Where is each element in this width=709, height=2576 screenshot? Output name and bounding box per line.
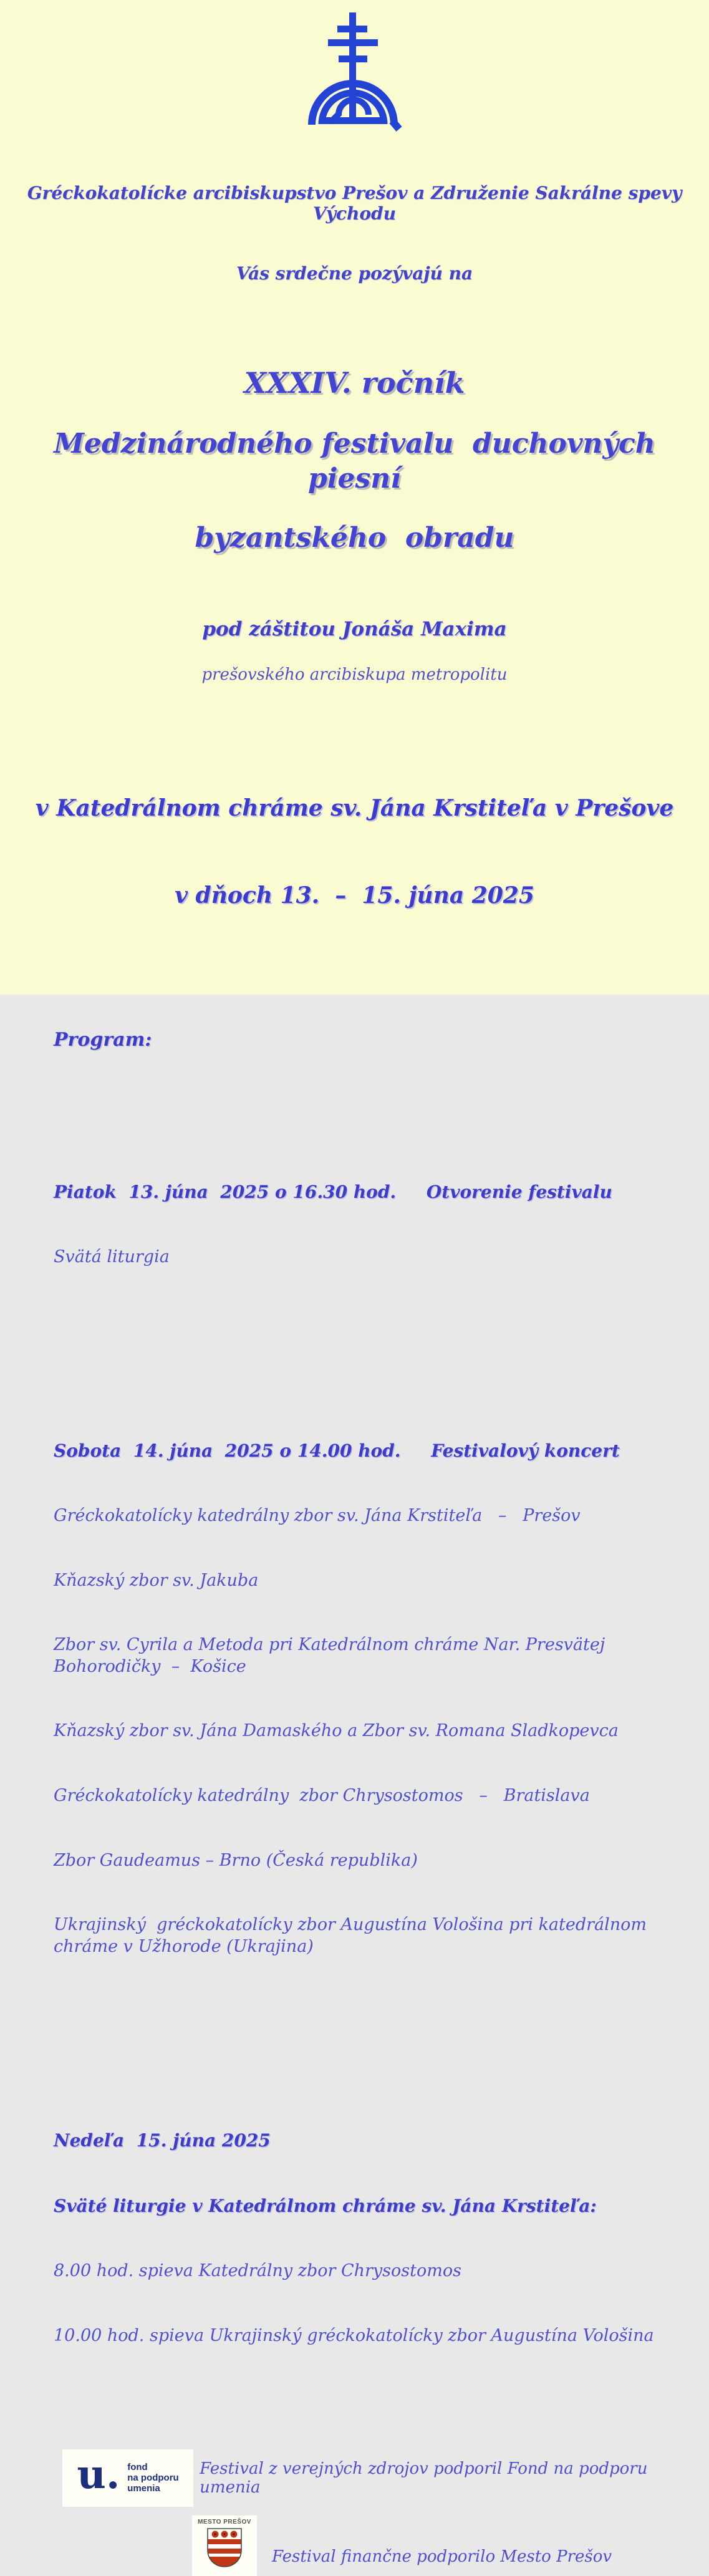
saturday-heading: Sobota 14. júna 2025 o 14.00 hod. Festivalový koncert [54, 1440, 620, 1462]
sunday-item: 10.00 hod. spieva Ukrajinský gréckokatolícky zbor Augustína Vološina [54, 2325, 654, 2345]
invite-line: Vás srdečne pozývajú na [236, 263, 473, 284]
patron-name: pod záštitou Jonáša Maxima [202, 618, 507, 641]
venue-line: v Katedrálnom chráme sv. Jána Krstiteľa v Prešove [35, 794, 674, 821]
sponsor-fpu-row [0, 2449, 709, 2507]
venue-dates [0, 735, 709, 968]
invitation-header [0, 143, 709, 324]
program-sunday [54, 2086, 678, 2390]
fpu-support-caption: Festival z verejných zdrojov podporil Fond na podporu umenia [200, 2459, 648, 2497]
program-section [0, 985, 709, 2433]
friday-item: Svätá liturgia [54, 1247, 170, 1266]
sunday-heading: Nedeľa 15. júna 2025 [54, 2130, 271, 2151]
sponsor-presov-row [0, 2516, 709, 2576]
title-edition: XXXIV. ročník [244, 366, 465, 400]
fpu-word-line: fond [127, 2461, 148, 2472]
fond-na-podporu-umenia-logo [62, 2449, 193, 2507]
title-rite: byzantského obradu [195, 522, 514, 554]
fpu-wordmark [127, 2462, 179, 2494]
friday-heading: Piatok 13. júna 2025 o 16.30 hod. Otvorenie festivalu [54, 1181, 612, 1202]
sunday-subheading: Sväté liturgie v Katedrálnom chráme sv. Jána Krstiteľa: [54, 2196, 597, 2217]
patron-role: prešovského arcibiskupa metropolitu [201, 665, 508, 685]
program-saturday [54, 1397, 678, 2001]
title-name: Medzinárodného festivalu duchovných piesní [54, 428, 675, 494]
presov-coat-of-arms-icon [206, 2527, 243, 2569]
choir-line: Gréckokatolícky katedrálny zbor Chrysostomos – Bratislava [54, 1786, 590, 1806]
fpu-word-line: umenia [127, 2483, 160, 2494]
presov-logo-title: MESTO PREŠOV [198, 2518, 251, 2525]
dates-line: v dňoch 13. – 15. júna 2025 [175, 882, 534, 909]
fpu-u-mark: u. [77, 2451, 120, 2498]
choir-line: Kňazský zbor sv. Jána Damaského a Zbor sv. Romana Sladkopevca [54, 1721, 619, 1741]
choir-line: Zbor sv. Cyrila a Metoda pri Katedrálnom chráme Nar. Presvätej Bohorodičky – Košice [54, 1635, 610, 1676]
program-friday [54, 1138, 678, 1311]
sunday-item: 8.00 hod. spieva Katedrálny zbor Chrysostomos [54, 2261, 461, 2281]
choir-line: Zbor Gaudeamus – Brno (Česká republika) [54, 1850, 418, 1870]
program-heading: Program: [54, 1028, 152, 1051]
choir-line: Gréckokatolícky katedrálny zbor sv. Jána Krstiteľa – Prešov [54, 1506, 581, 1526]
festival-title [0, 340, 709, 581]
patronage [0, 594, 709, 708]
logo-container [0, 0, 709, 135]
byzantine-cross-over-dome-icon [307, 10, 402, 132]
presov-support-caption: Festival finančne podporilo Mesto Prešov [272, 2547, 612, 2566]
choir-line: Ukrajinský gréckokatolícky zbor Augustína Vološina pri katedrálnom chráme v Užhorode (Ukrajina) [54, 1915, 652, 1956]
inviter-line: Gréckokatolícke arcibiskupstvo Prešov a Združenie Sakrálne spevy Východu [27, 183, 688, 224]
fpu-word-line: na podporu [127, 2472, 179, 2483]
choir-line: Kňazský zbor sv. Jakuba [54, 1570, 259, 1590]
presov-logo-box [192, 2516, 257, 2576]
